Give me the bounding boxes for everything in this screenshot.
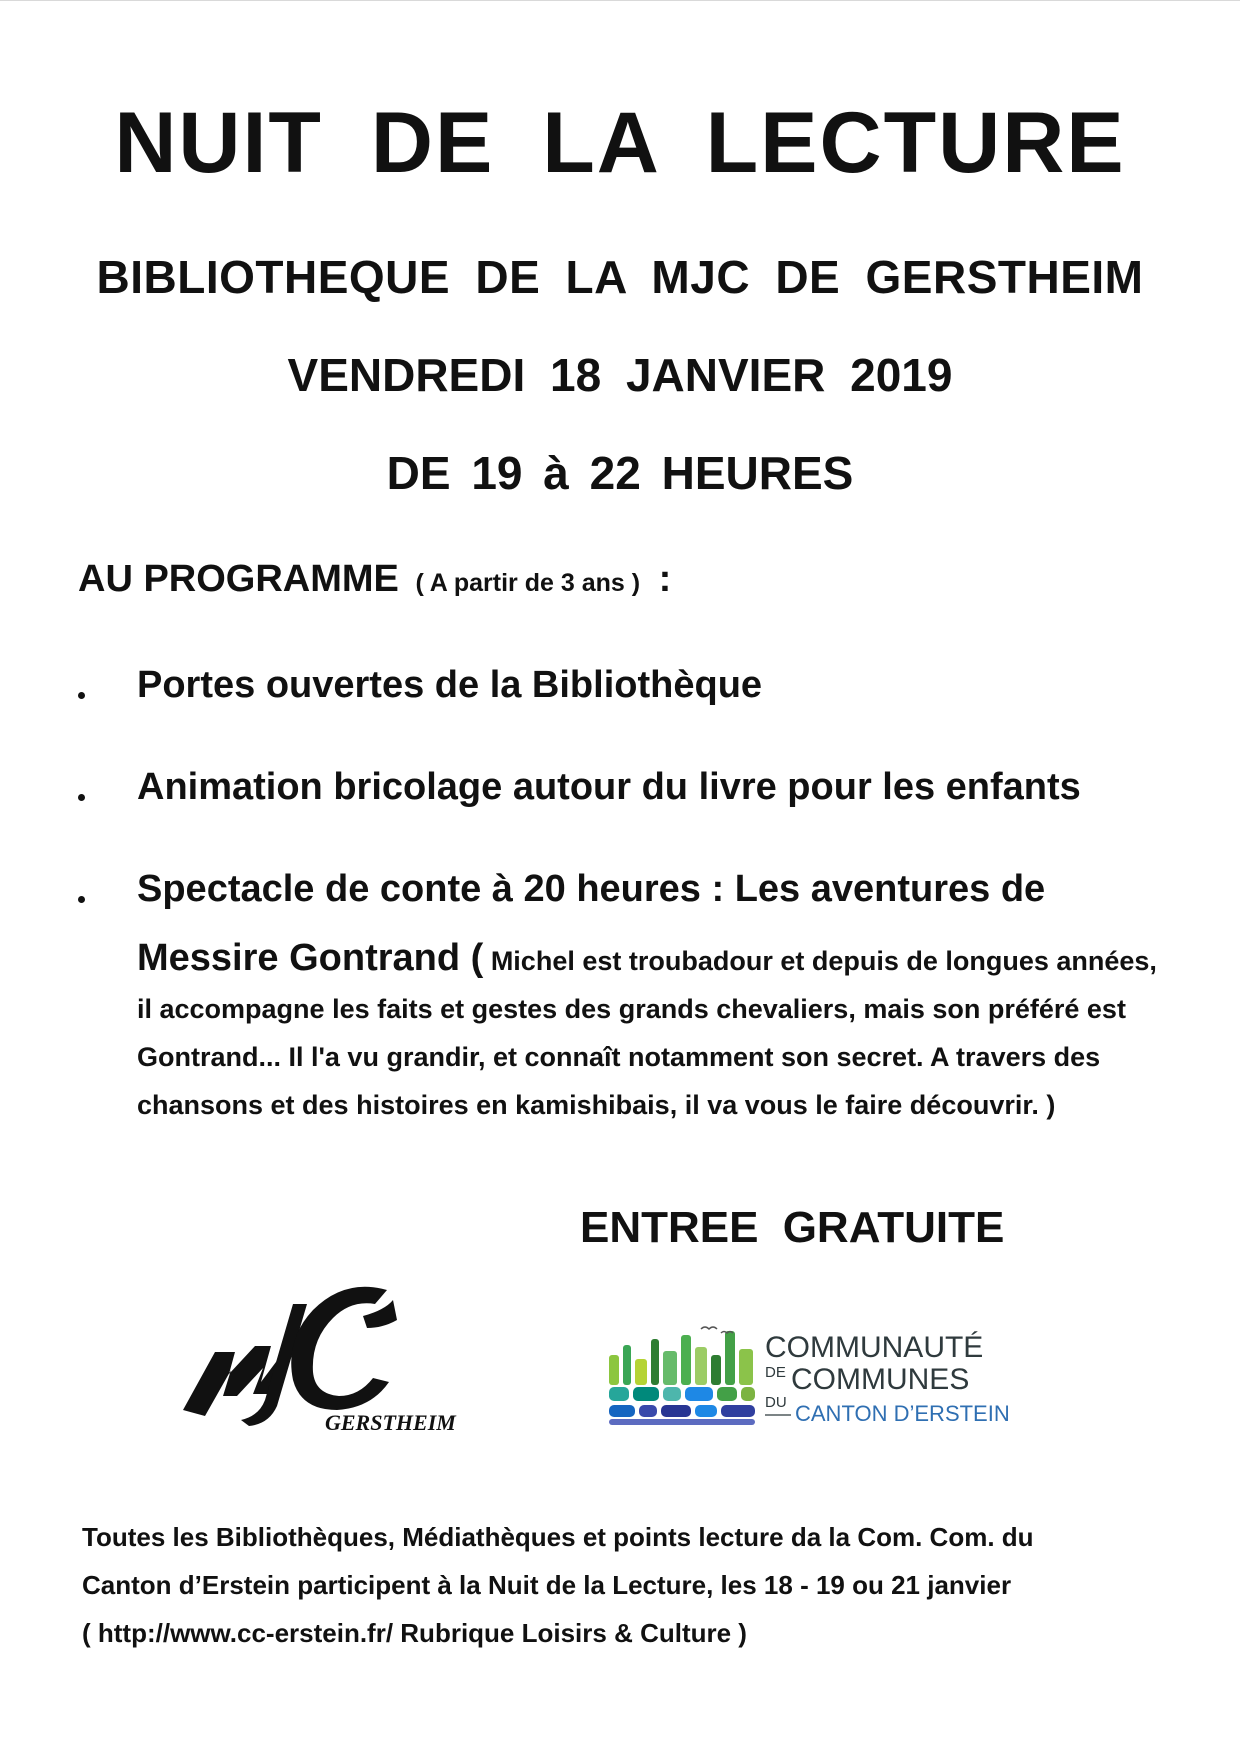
library-name: BIBLIOTHEQUE DE LA MJC DE GERSTHEIM bbox=[96, 251, 1144, 303]
footer-website-line: ( http://www.cc-erstein.fr/ Rubrique Loisirs & Culture ) bbox=[82, 1618, 747, 1648]
bullet-icon bbox=[78, 896, 90, 908]
cc-logo-line3: CANTON D’ERSTEIN bbox=[795, 1401, 1010, 1426]
cc-logo-line2: COMMUNES bbox=[791, 1363, 970, 1396]
program-item-show-title: Spectacle de conte à 20 heures : Les aventures de bbox=[137, 868, 1046, 910]
mjc-logo-town: GERSTHEIM bbox=[325, 1410, 456, 1430]
program-heading bbox=[78, 560, 671, 598]
cc-logo-du: DU bbox=[765, 1394, 787, 1411]
program-item-crafts: Animation bricolage autour du livre pour les enfants bbox=[137, 766, 1081, 808]
age-note: ( A partir de 3 ans ) bbox=[415, 569, 641, 597]
program-heading-label: AU PROGRAMME bbox=[78, 558, 399, 600]
free-entry: ENTREE GRATUITE bbox=[580, 1203, 1005, 1252]
footer-line-2: Canton d’Erstein participent à la Nuit de la Lecture, les 18 - 19 ou 21 janvier bbox=[82, 1570, 1012, 1600]
program-item-open-doors: Portes ouvertes de la Bibliothèque bbox=[137, 664, 763, 706]
bullet-icon bbox=[78, 794, 90, 806]
show-name: Messire Gontrand ( bbox=[137, 937, 484, 979]
show-description-text: Michel est troubadour et depuis de longues années, il accompagne les faits et gestes des grands chevaliers, mais son préféré est Gontrand... Il l'a vu grandir, et connaît notamment son secret. A travers des chansons et des histoires en kamishibais, il va vous le faire découvrir. ) bbox=[137, 946, 1157, 1120]
event-date: VENDREDI 18 JANVIER 2019 bbox=[287, 349, 953, 401]
top-border bbox=[0, 0, 1240, 1]
bullet-icon bbox=[78, 692, 90, 704]
poster-title: NUIT DE LA LECTURE bbox=[114, 95, 1126, 191]
event-hours: DE 19 à 22 HEURES bbox=[386, 447, 854, 499]
program-item-show-description bbox=[137, 934, 1167, 1129]
cc-logo-mosaic bbox=[609, 1327, 755, 1425]
footer-line-1: Toutes les Bibliothèques, Médiathèques et points lecture da la Com. Com. du bbox=[82, 1522, 1034, 1552]
cc-logo-line1: COMMUNAUTÉ bbox=[765, 1331, 984, 1364]
cc-logo-de: DE bbox=[765, 1364, 786, 1381]
program-colon: : bbox=[658, 558, 672, 600]
cc-canton-erstein-logo bbox=[605, 1325, 1035, 1430]
mjc-gerstheim-logo bbox=[175, 1270, 475, 1430]
